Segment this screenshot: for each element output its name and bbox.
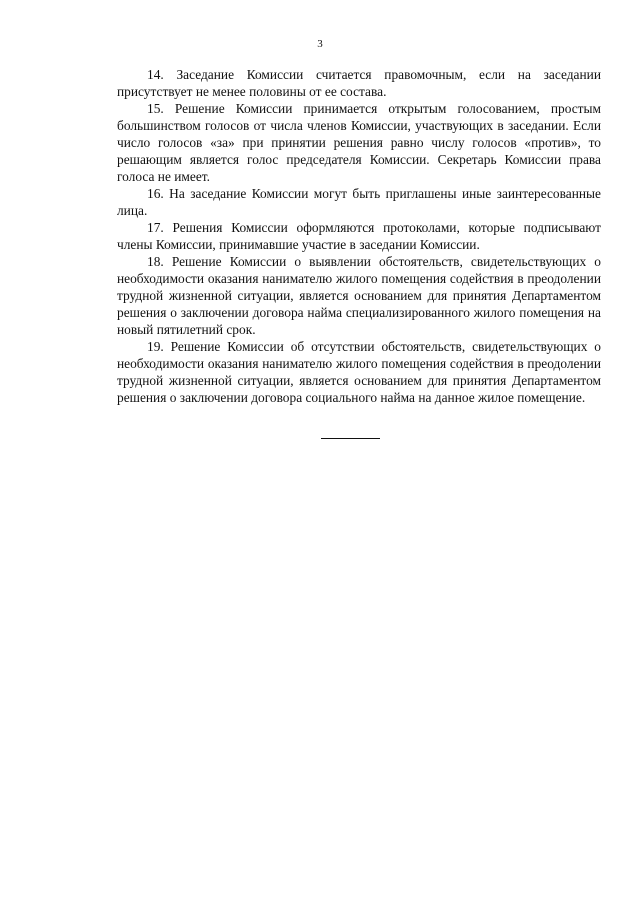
paragraph-14: 14. Заседание Комиссии считается правомочным, если на заседании присутствует не менее половины от ее состава. — [117, 67, 601, 99]
paragraph-19: 19. Решение Комиссии об отсутствии обстоятельств, свидетельствующих о необходимости оказания нанимателю жилого помещения содействия в преодолении трудной жизненной ситуации, является основанием для принятия Департаментом решения о заключении договора социального найма на данное жилое помещение. — [117, 339, 601, 405]
paragraph-17: 17. Решения Комиссии оформляются протоколами, которые подписывают члены Комиссии, принимавшие участие в заседании Комиссии. — [117, 220, 601, 252]
paragraph-16: 16. На заседание Комиссии могут быть приглашены иные заинтересованные лица. — [117, 186, 601, 218]
page-number: 3 — [317, 38, 323, 50]
paragraph-15: 15. Решение Комиссии принимается открытым голосованием, простым большинством голосов от числа членов Комиссии, участвующих в заседании. Если число голосов «за» при принятии решения равно числу голосов «против», то решающим является голос председателя Комиссии. Секретарь Комиссии права голоса не имеет. — [117, 101, 601, 184]
document-body — [117, 66, 601, 406]
end-of-text-rule — [321, 438, 380, 439]
paragraph-18: 18. Решение Комиссии о выявлении обстоятельств, свидетельствующих о необходимости оказания нанимателю жилого помещения содействия в преодолении трудной жизненной ситуации, является основанием для принятия Департаментом решения о заключении договора найма специализированного жилого помещения на новый пятилетний срок. — [117, 254, 601, 337]
